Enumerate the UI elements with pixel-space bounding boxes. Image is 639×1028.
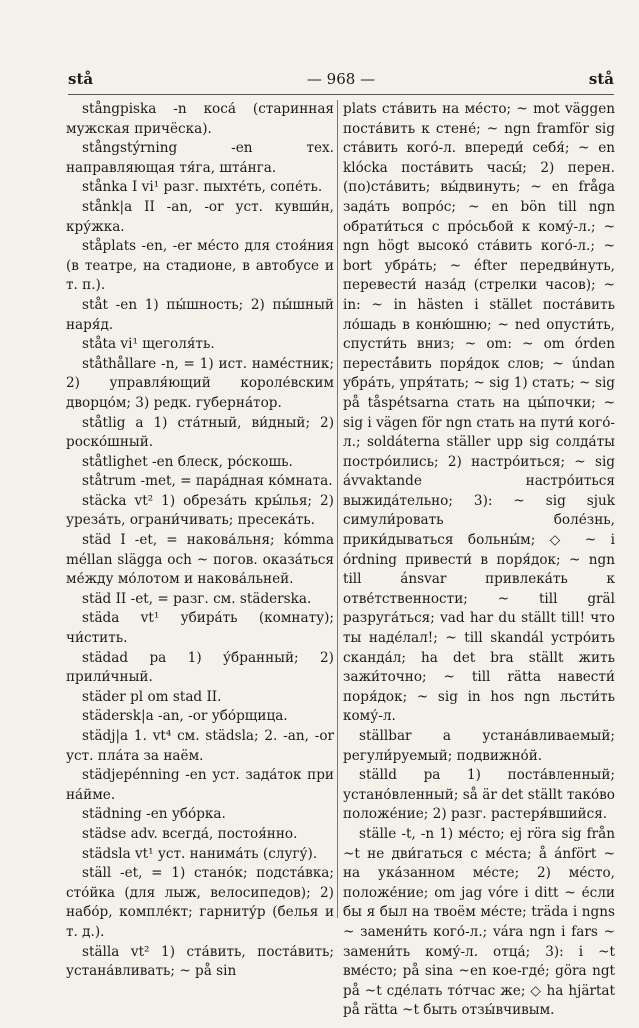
dictionary-entry: ståplats -en, -er ме́сто для стоя́ния (в театре, на стадионе, в автобусе и т. п.). bbox=[66, 238, 339, 294]
dictionary-entry: stånka I vi¹ разг. пыхте́ть, сопе́ть. bbox=[82, 179, 323, 196]
header-right-guideword: stå bbox=[588, 70, 614, 88]
dictionary-entry: ståtrum -met, = пара́дная ко́мната. bbox=[82, 473, 333, 490]
dictionary-entry: städersk|a -an, -or убо́рщица. bbox=[82, 708, 288, 725]
dictionary-entry: ståtlighet -en блеск, ро́скошь. bbox=[82, 453, 293, 470]
left-column bbox=[66, 100, 339, 982]
header-left-guideword: stå bbox=[68, 70, 94, 88]
dictionary-entry: ställ -et, = 1) стано́к; подста́вка; сто́йка (для лыж, велосипедов); 2) набо́р, компле́кт; гарниту́р (белья и т. д.). bbox=[66, 865, 339, 940]
dictionary-entry: ställa vt² 1) ста́вить, поста́вить; устана́вливать; ~ på sin bbox=[66, 943, 339, 980]
dictionary-entry: ställbar a устана́вливаемый; регули́руемый; подвижно́й. bbox=[343, 728, 620, 764]
dictionary-entry: städ II -et, = разг. см. städerska. bbox=[82, 590, 312, 607]
dictionary-entry-continued: plats ста́вить на ме́сто; ~ mot väggen поста́вить к стене́; ~ ngn framför sig ста́вить кого́-л. впереди́ себя́; ~ en klócka поста́вить часы́; 2) перен. (по)ста́вить; вы́двинуть; ~ en fråga зада́ть вопро́с; ~ en bön till ngn обрати́ться с про́сьбой к кому́-л.; ~ ngn högt высоко́ ста́вить кого́-л.; ~ bort убра́ть; ~ éfter передви́нуть, перевести́ наза́д (стрелки часов); ~ in: ~ in hästen i stället поста́вить ло́шадь в коню́шню; ~ ned опусти́ть, спусти́ть вниз; ~ om: ~ om órden перестá́вить поря́док слов; ~ úndan убра́ть, упря́тать; ~ sig 1) стать; ~ sig på tåspétsarna стать на цы́почки; ~ sig i vägen för ngn стать на пути́ кого́-л.; soldáterna ställer upp sig солда́ты постро́ились; 2) настро́иться; ~ sig ávvaktande настро́иться выжида́тельно; 3): ~ sig sjuk симули́ровать боле́знь, прики́дываться больны́м; ◇ ~ i órdning привести́ в поря́док; ~ ngn till ánsvar привлека́ть к отве́тственности; ~ till gräl разруга́ться; vad har du ställt till! что ты наде́лал!; ~ till skandál устро́ить сканда́л; ha det bra ställt жить зажи́точно; ~ till rätta навести́ поря́док; ~ sig in hos ngn льсти́ть кому́-л. bbox=[343, 101, 620, 725]
dictionary-entry: städse adv. всегда́, постоя́нно. bbox=[82, 825, 298, 842]
dictionary-entry: städsla vt¹ уст. нанима́ть (слугу́). bbox=[82, 845, 318, 862]
dictionary-entry: städj|a 1. vt⁴ см. städsla; 2. -an, -or уст. пла́та за наём. bbox=[66, 728, 339, 764]
dictionary-entry: ställe -t, -n 1) ме́сто; ej röra sig från ~t не дви́гаться с ме́ста; å ánfört ~ на ука́занном ме́сте; 2) ме́сто, положе́ние; om jag vóre i ditt ~ е́сли бы я был на твоём ме́сте; träda i ngns ~ замени́ть кого́-л.; vára ngn i fars ~ замени́ть кому́-л. отца́; 3): i ~t вме́сто; på sina ~en кое-где́; göra ngt på ~t сде́лать то́тчас же; ◇ ha hjärtat på rätta ~t быть отзы́вчивым. bbox=[343, 825, 620, 1019]
dictionary-entry: stångstýrning -en тех. направляющая тя́га, шта́нга. bbox=[66, 140, 339, 176]
header-rule bbox=[68, 94, 614, 95]
dictionary-entry: ståt -en 1) пы́шность; 2) пы́шный наря́д. bbox=[66, 296, 339, 333]
page-number: — 968 — bbox=[306, 70, 376, 88]
dictionary-entry: stäcka vt² 1) обреза́ть кры́лья; 2) уреза́ть, ограни́чивать; пресека́ть. bbox=[66, 492, 339, 529]
dictionary-entry: städa vt¹ убира́ть (комнату); чи́стить. bbox=[66, 610, 339, 647]
dictionary-entry: stångpiska -n коса́ (старинная мужская причёска). bbox=[66, 101, 339, 137]
dictionary-entry: ställd pa 1) поста́вленный; устано́вленный; så är det ställt тако́во положе́ние; 2) разг. растеря́вшийся. bbox=[343, 767, 620, 823]
right-column bbox=[343, 100, 620, 1021]
dictionary-entry: ståtlig a 1) ста́тный, ви́дный; 2) роско́шный. bbox=[66, 414, 339, 451]
dictionary-entry: städad pa 1) у́бранный; 2) прили́чный. bbox=[66, 649, 339, 686]
dictionary-entry: städer pl om stad II. bbox=[82, 688, 222, 705]
dictionary-entry: ståthållare -n, = 1) ист. наме́стник; 2) управля́ющий короле́вским дворцо́м; 3) редк. губерна́тор. bbox=[66, 355, 339, 411]
dictionary-entry: städning -en убо́рка. bbox=[82, 806, 226, 823]
dictionary-entry: städjepénning -en уст. зада́ток при на́йме. bbox=[66, 767, 339, 803]
dictionary-entry: städ I -et, = накова́льня; kómma méllan slägga och ~ погов. оказа́ться ме́жду мо́лотом и накова́льней. bbox=[66, 532, 339, 588]
dictionary-entry: ståta vi¹ щеголя́ть. bbox=[82, 336, 215, 353]
page-header bbox=[68, 70, 614, 92]
dictionary-entry: stånk|a II -an, -or уст. кувши́н, кру́жка. bbox=[66, 198, 339, 235]
column-divider bbox=[337, 100, 338, 918]
